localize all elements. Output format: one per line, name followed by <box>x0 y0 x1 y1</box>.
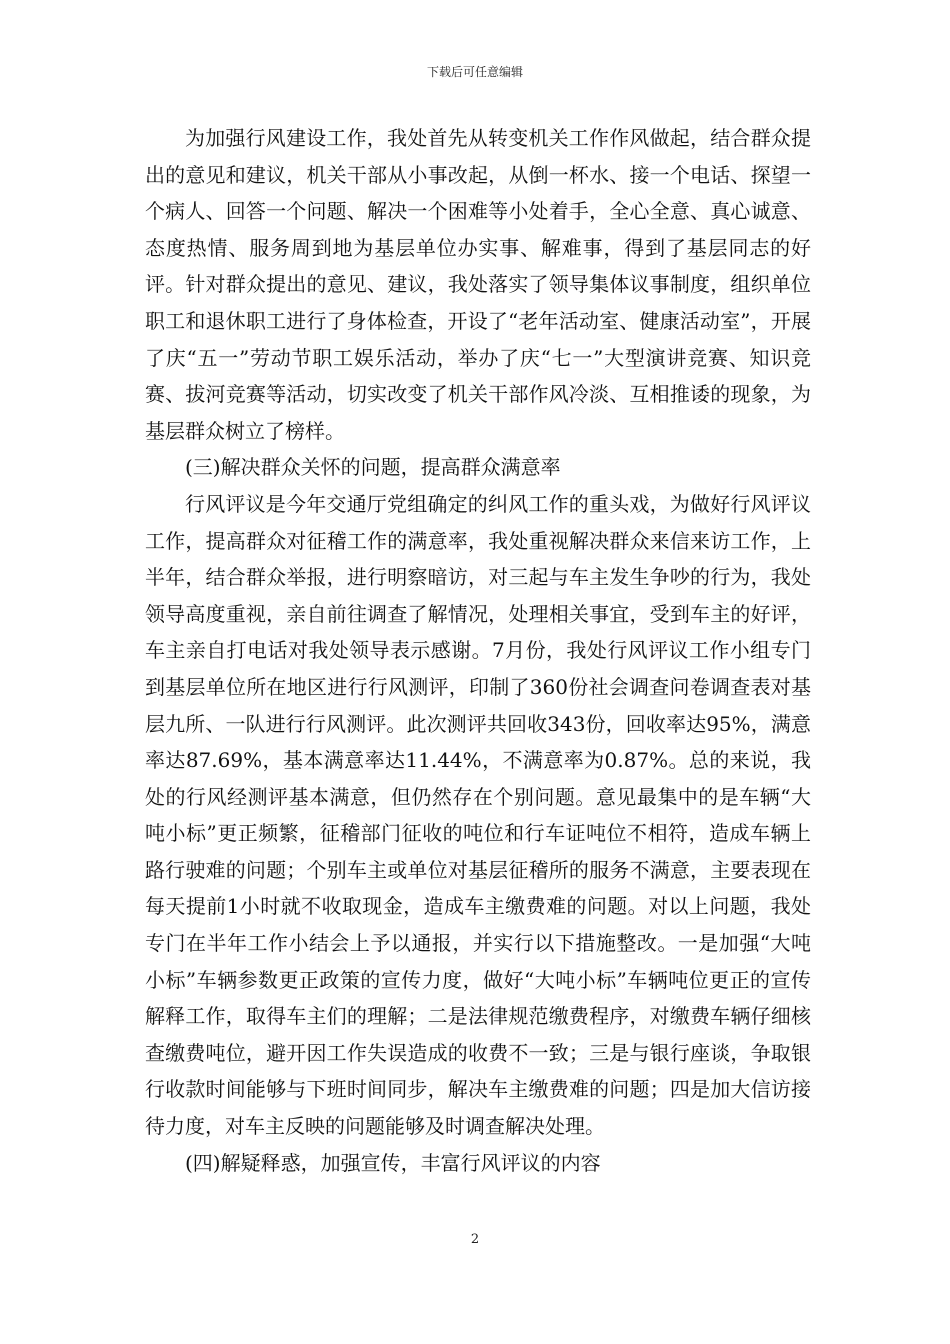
section-heading-3: (三)解决群众关怀的问题，提高群众满意率 <box>185 455 561 480</box>
paragraph-public-satisfaction: 行风评议是今年交通厅党组确定的纠风工作的重头戏，为做好行风评议工作，提高群众对征稽工作的满意率，我处重视解决群众来信来访工作，上半年，结合群众举报，进行明察暗访，对三起与车主发生争吵的行为，我处领导高度重视，亲自前往调查了解情况，处理相关事宜，受到车主的好评，车主亲自打电话对我处领导表示感谢。7月份，我处行风评议工作小组专门到基层单位所在地区进行行风测评，印制了360份社会调查问卷调查表对基层九所、一队进行行风测评。此次测评共回收343份，回收率达95%，满意率达87.69%，基本满意率达11.44%，不满意率为0.87%。总的来说，我处的行风经测评基本满意，但仍然存在个别问题。意见最集中的是车辆“大吨小标”更正频繁，征稽部门征收的吨位和行车证吨位不相符，造成车辆上路行驶难的问题；个别车主或单位对基层征稽所的服务不满意，主要表现在每天提前1小时就不收取现金，造成车主缴费难的问题。对以上问题，我处专门在半年工作小结会上予以通报，并实行以下措施整改。一是加强“大吨小标”车辆参数更正政策的宣传力度，做好“大吨小标”车辆吨位更正的宣传解释工作，取得车主们的理解；二是法律规范缴费程序，对缴费车辆仔细核查缴费吨位，避开因工作失误造成的收费不一致；三是与银行座谈，争取银行收款时间能够与下班时间同步，解决车主缴费难的问题；四是加大信访接待力度，对车主反映的问题能够及时调查解决处理。 <box>145 491 811 1139</box>
document-body <box>145 120 811 1181</box>
paragraph-style-improvement: 为加强行风建设工作，我处首先从转变机关工作作风做起，结合群众提出的意见和建议，机关干部从小事改起，从倒一杯水、接一个电话、探望一个病人、回答一个问题、解决一个困难等小处着手，全心全意、真心诚意、态度热情、服务周到地为基层单位办实事、解难事，得到了基层同志的好评。针对群众提出的意见、建议，我处落实了领导集体议事制度，组织单位职工和退休职工进行了身体检查，开设了“老年活动室、健康活动室”，开展了庆“五一”劳动节职工娱乐活动，举办了庆“七一”大型演讲竞赛、知识竞赛、拔河竞赛等活动，切实改变了机关干部作风冷淡、互相推诿的现象，为基层群众树立了榜样。 <box>145 126 811 443</box>
page-number: 2 <box>470 1232 480 1247</box>
section-heading-4: (四)解疑释惑，加强宣传，丰富行风评议的内容 <box>185 1150 601 1175</box>
page-header: 下载后可任意编辑 <box>426 65 523 79</box>
